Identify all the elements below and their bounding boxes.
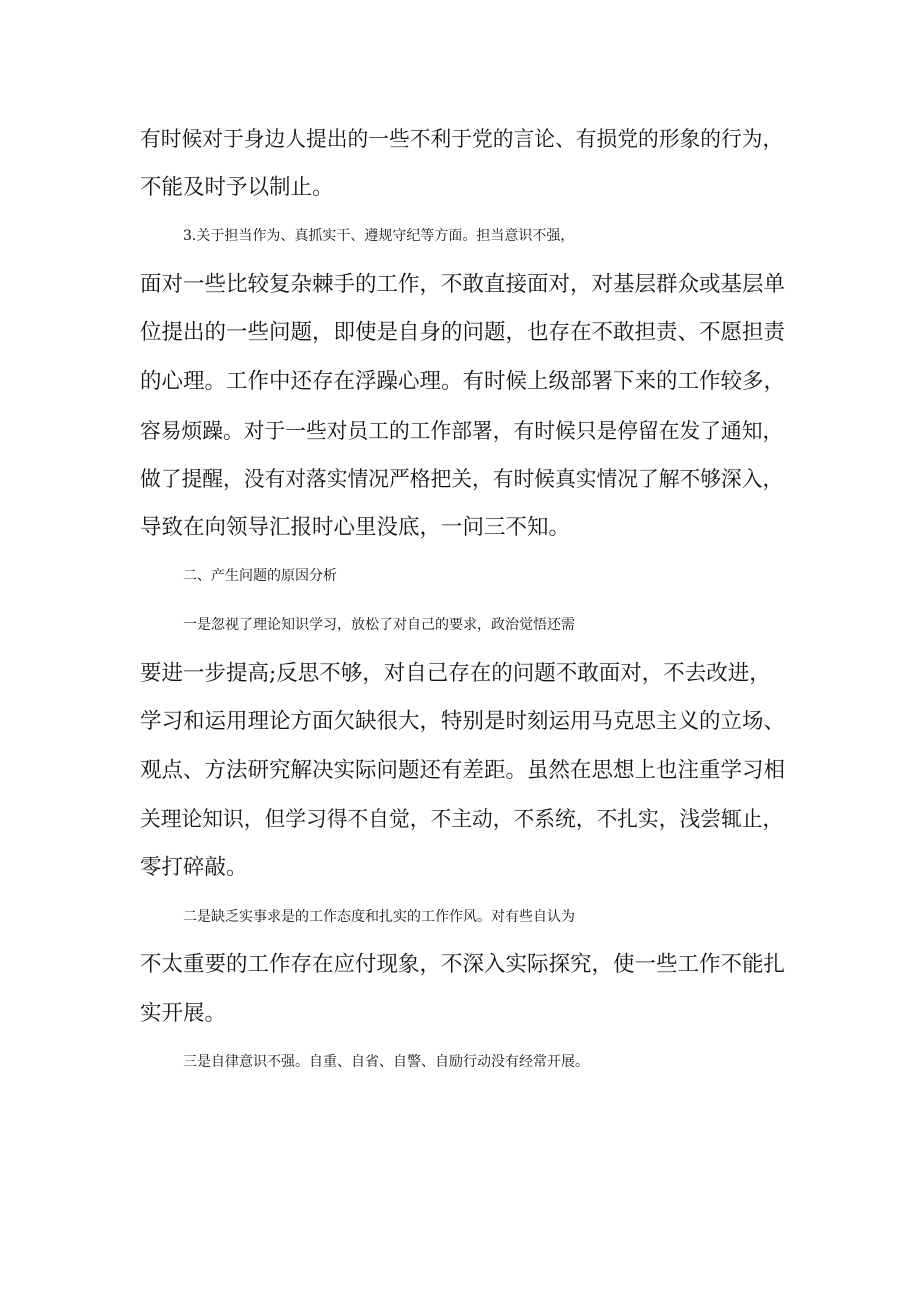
paragraph-continuation [140, 115, 785, 212]
text-line: 导致在向领导汇报时心里没底，一问三不知。 [140, 514, 571, 540]
text-line: 学习和运用理论方面欠缺很大，特别是时刻运用马克思主义的立场、 [140, 709, 786, 735]
paragraph-reason-3 [140, 1038, 785, 1087]
text-line: 关理论知识，但学习得不自觉，不主动，不系统，不扎实，浅尝辄止， [140, 807, 784, 832]
heading-text: 二、产生问题的原因分析 [183, 568, 337, 585]
text-line: 的心理。工作中还存在浮躁心理。有时候上级部署下来的工作较多， [140, 368, 786, 394]
text-line: 有时候对于身边人提出的一些不利于党的言论、有损党的形象的行为， [140, 127, 784, 151]
text-line: 面对一些比较复杂棘手的工作，不敢直接面对，对基层群众或基层单 [140, 271, 786, 297]
text-line: 位提出的一些问题，即使是自身的问题，也存在不敢担责、不愿担责 [140, 320, 786, 346]
paragraph-reason-2 [140, 893, 785, 1039]
text-line: 要进一步提高;反思不够，对自己存在的问题不敢面对，不去改进， [140, 660, 771, 686]
document-body [140, 115, 785, 1087]
text-line: 零打碎敲。 [140, 854, 248, 880]
text-line: 做了提醒，没有对落实情况严格把关，有时候真实情况了解不够深入， [140, 467, 784, 492]
text-line: 实开展。 [140, 1000, 227, 1026]
text-line: 3.关于担当作为、真抓实干、遵规守纪等方面。担当意识不强， [183, 228, 575, 245]
text-line: 三是自律意识不强。自重、自省、自警、自励行动没有经常开展。 [183, 1054, 589, 1071]
text-line: 二是缺乏实事求是的工作态度和扎实的工作作风。对有些自认为 [183, 908, 575, 925]
paragraph-item-3 [140, 212, 785, 552]
text-line: 观点、方法研究解决实际问题还有差距。虽然在思想上也注重学习相 [140, 757, 786, 783]
section-heading [140, 552, 785, 601]
text-line: 不能及时予以制止。 [140, 174, 334, 200]
text-line: 不太重要的工作存在应付现象，不深入实际探究，使一些工作不能扎 [140, 952, 786, 978]
text-line: 一是忽视了理论知识学习，放松了对自己的要求，政治觉悟还需 [183, 616, 575, 633]
text-line: 容易烦躁。对于一些对员工的工作部署，有时候只是停留在发了通知， [140, 418, 784, 443]
paragraph-reason-1 [140, 601, 785, 893]
